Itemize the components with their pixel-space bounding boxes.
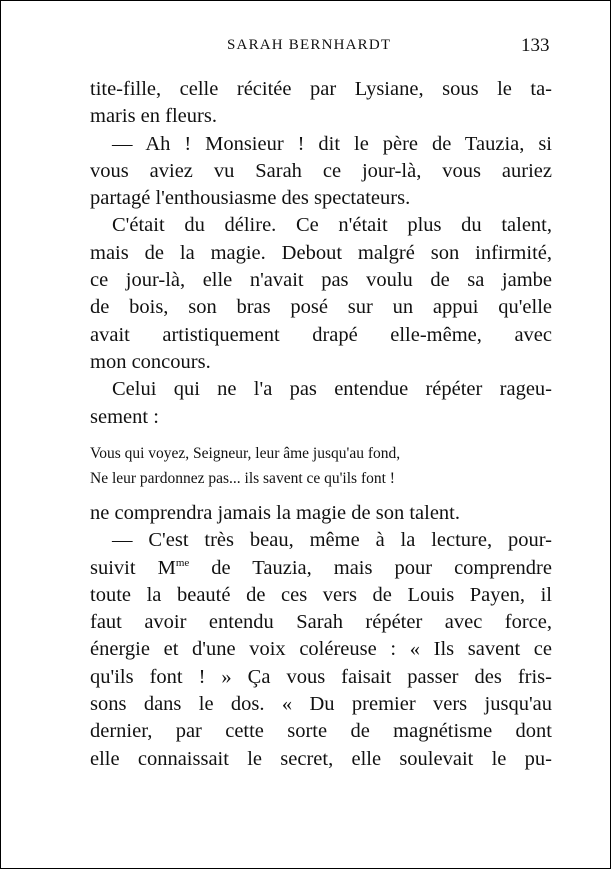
text-line: énergie et d'une voix coléreuse : « Ils savent ce (90, 638, 552, 661)
text-line: Celui qui ne l'a pas entendue répéter rageu- (112, 378, 552, 401)
text-line: elle connaissait le secret, elle soulevait le pu- (90, 747, 552, 770)
paragraph (90, 500, 552, 527)
text-fragment: suivit M (90, 556, 176, 579)
text-fragment: de Tauzia, mais pour comprendre (189, 556, 552, 579)
text-line: — Ah ! Monsieur ! dit le père de Tauzia, si (112, 132, 552, 155)
text-line-with-superscript (90, 555, 552, 582)
text-line: dernier, par cette sorte de magnétisme dont (90, 720, 552, 743)
paragraph (90, 212, 552, 376)
text-line: tite-fille, celle récitée par Lysiane, sous le ta- (90, 78, 552, 100)
verse-line: Vous qui voyez, Seigneur, leur âme jusqu'au fond, (90, 445, 401, 462)
text-block-bottom (90, 500, 552, 773)
text-line: mon concours. (90, 350, 211, 373)
text-line: C'était du délire. Ce n'était plus du talent, (112, 214, 552, 237)
text-line: maris en fleurs. (90, 105, 217, 128)
verse-quote (90, 441, 552, 491)
paragraph (90, 376, 552, 431)
paragraph (90, 76, 552, 131)
text-line: faut avoir entendu Sarah répéter avec force, (90, 611, 552, 634)
paragraph (90, 131, 552, 213)
text-line: qu'ils font ! » Ça vous faisait passer des fris- (90, 665, 552, 688)
text-line: mais de la magie. Debout malgré son infirmité, (90, 241, 552, 264)
verse-line: Ne leur pardonnez pas... ils savent ce qu'ils font ! (90, 470, 395, 487)
paragraph (90, 527, 552, 773)
page-header (1, 37, 611, 61)
text-line: partagé l'enthousiasme des spectateurs. (90, 187, 411, 210)
text-line: sement : (90, 405, 159, 428)
superscript: me (175, 556, 190, 569)
text-line: — C'est très beau, même à la lecture, pour- (112, 529, 552, 552)
text-line: ne comprendra jamais la magie de son talent. (90, 502, 461, 524)
running-head: SARAH BERNHARDT (227, 37, 392, 53)
text-line: vous aviez vu Sarah ce jour-là, vous auriez (90, 159, 552, 182)
text-line: avait artistiquement drapé elle-même, avec (90, 323, 552, 346)
text-line: ce jour-là, elle n'avait pas voulu de sa jambe (90, 269, 552, 292)
page-number: 133 (521, 35, 550, 56)
text-line: de bois, son bras posé sur un appui qu'elle (90, 296, 552, 319)
text-line: toute la beauté de ces vers de Louis Payen, il (90, 583, 552, 606)
text-block-top (90, 76, 552, 431)
text-line: sons dans le dos. « Du premier vers jusqu'au (90, 693, 552, 716)
